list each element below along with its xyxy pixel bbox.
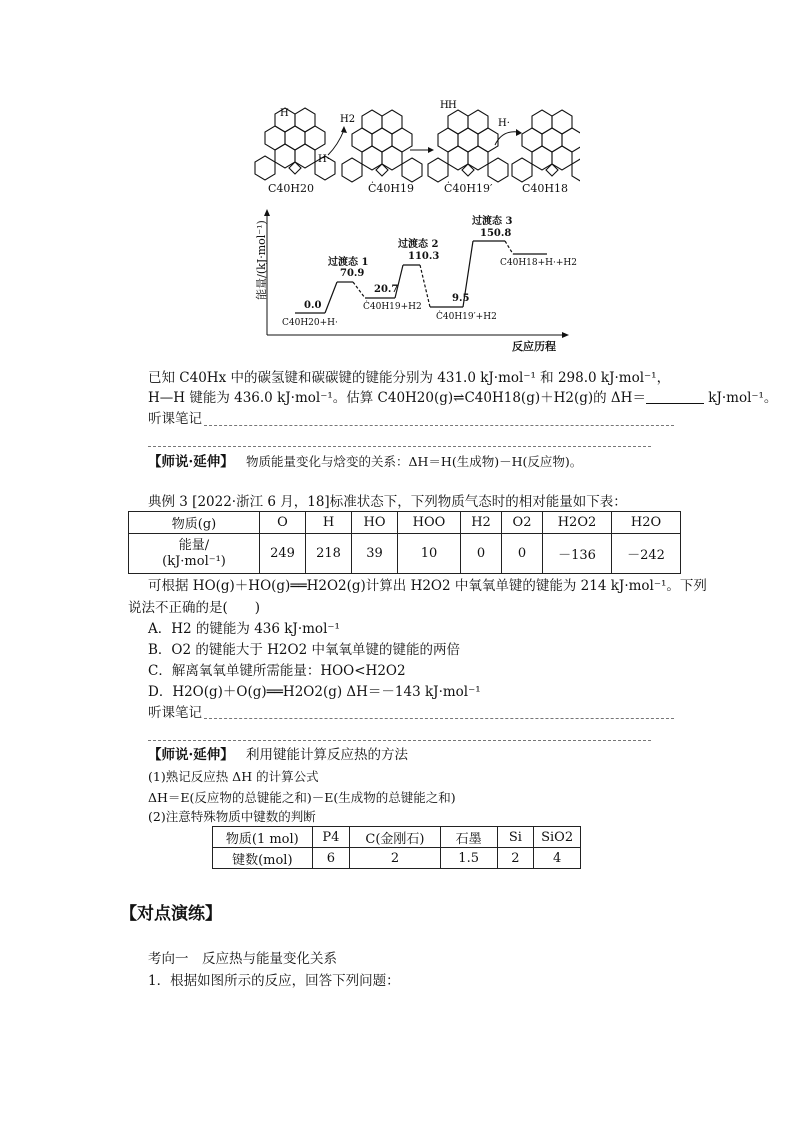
level-label-3: 过渡态 2 [398, 239, 439, 250]
answer-blank[interactable] [646, 391, 704, 404]
notes-line-1a [204, 425, 674, 426]
energy-table-value-3: 10 [398, 534, 461, 574]
example-line-1: 可根据 HO(g)＋HO(g)══H2O2(g)计算出 H2O2 中氧氧单键的键能为 214 kJ·mol⁻¹。下列 [148, 578, 707, 594]
molecule-label-4: C40H18 [522, 182, 569, 195]
tip-1-text: 物质能量变化与焓变的关系：ΔH＝H(生成物)－H(反应物)。 [246, 454, 583, 469]
level-value-2: 20.7 [374, 284, 399, 295]
option-c[interactable]: C．解离氧氧单键所需能量：HOO<H2O2 [148, 663, 406, 679]
level-value-1: 70.9 [340, 268, 365, 279]
energy-table-header-5: H2 [461, 512, 502, 534]
tip-2-item-1: (1)熟记反应热 ΔH 的计算公式 [148, 769, 319, 784]
tip-1-head: 【师说·延伸】 [148, 454, 234, 470]
energy-table-header-3: HO [352, 512, 398, 534]
tip-2-head: 【师说·延伸】 [148, 747, 234, 763]
notes-line-2b [148, 740, 651, 741]
level-value-0: 0.0 [304, 300, 322, 311]
scheme-label-h-2: H [440, 100, 449, 111]
bond-table-cell-1: 6 [312, 848, 350, 869]
energy-diagram [255, 205, 578, 355]
direction-title: 考向一 反应热与能量变化关系 [148, 951, 337, 967]
bond-table [212, 826, 581, 869]
molecule-label-1: C40H20 [268, 182, 315, 195]
level-label-2: Ċ40H19+H2 [363, 302, 422, 312]
tip-2-item-2: ΔH＝E(反应物的总键能之和)－E(生成物的总键能之和) [148, 790, 456, 805]
question-line-1: 已知 C40Hx 中的碳氢键和碳碳键的键能分别为 431.0 kJ·mol⁻¹ 和 298.0 kJ·mol⁻¹， [148, 370, 671, 386]
bond-table-cell-5: 4 [534, 848, 581, 869]
bond-table-cell-3: 1.5 [440, 848, 497, 869]
tip-2 [148, 746, 408, 764]
option-d[interactable]: D．H2O(g)＋O(g)══H2O2(g) ΔH＝－143 kJ·mol⁻¹ [148, 684, 481, 700]
x-axis-arrow [562, 332, 569, 338]
energy-table-row-label [129, 534, 260, 574]
scheme-label-h-1: H [280, 108, 289, 119]
bond-table-cell-2: 2 [350, 848, 440, 869]
molecule-c40h18-structure [512, 110, 580, 182]
option-a[interactable]: A．H2 的键能为 436 kJ·mol⁻¹ [148, 621, 340, 637]
energy-table-header-1: O [260, 512, 306, 534]
arrow-1 [328, 130, 344, 155]
bond-table-header-3: 石墨 [440, 827, 497, 848]
energy-table-value-2: 39 [352, 534, 398, 574]
level-value-3: 110.3 [408, 251, 440, 262]
level-label-0: C40H20+H· [282, 318, 338, 328]
scheme-label-h2: H2 [340, 114, 356, 125]
tip-2-item-3: (2)注意特殊物质中键数的判断 [148, 809, 316, 824]
scheme-label-h-3: H [448, 100, 457, 111]
question-line-2b: kJ·mol⁻¹。 [703, 390, 778, 406]
energy-table-value-6: －136 [543, 534, 612, 574]
energy-table-header-4: HOO [398, 512, 461, 534]
example-title: 典例 3 [2022·浙江 6 月，18]标准状态下，下列物质气态时的相对能量如下表： [148, 494, 627, 510]
arrow-3-head [516, 129, 522, 136]
level-value-5: 150.8 [480, 228, 512, 239]
notes-label-2: 听课笔记 [148, 705, 202, 721]
level-label-5: 过渡态 3 [472, 216, 513, 227]
energy-table-header-8: H2O [612, 512, 681, 534]
energy-table-value-7: －242 [612, 534, 681, 574]
bond-table-header-5: SiO2 [534, 827, 581, 848]
energy-table-value-1: 218 [306, 534, 352, 574]
option-b[interactable]: B．O2 的键能大于 H2O2 中氧氧单键的键能的两倍 [148, 642, 460, 658]
energy-table-value-5: 0 [502, 534, 543, 574]
energy-table-row-label-1: 能量/ [178, 537, 210, 553]
tip-2-title: 利用键能计算反应热的方法 [246, 747, 408, 763]
energy-table-value-4: 0 [461, 534, 502, 574]
energy-table-value-0: 249 [260, 534, 306, 574]
level-value-4: 9.5 [452, 293, 470, 304]
level-label-6: C40H18+H·+H2 [500, 258, 578, 268]
bond-table-header-1: P4 [312, 827, 350, 848]
energy-ylabel: 能量/(kJ·mol⁻¹) [255, 220, 268, 300]
bond-table-header-4: Si [497, 827, 534, 848]
level-label-4: Ċ40H19′+H2 [436, 312, 497, 322]
energy-table-row-label-2: (kJ·mol⁻¹) [162, 553, 226, 569]
example-line-2: 说法不正确的是( ) [128, 600, 261, 616]
level-label-1: 过渡态 1 [328, 257, 369, 268]
bond-table-cell-0: 键数(mol) [213, 848, 313, 869]
notes-label-1: 听课笔记 [148, 411, 202, 427]
energy-xlabel: 反应历程 [512, 340, 556, 353]
question-line-2a: H—H 键能为 436.0 kJ·mol⁻¹。估算 C40H20(g)⇌C40H18(g)＋H2(g)的 ΔH＝ [148, 390, 646, 406]
molecule-label-3: Ċ40H19′ [444, 182, 493, 195]
bond-table-header-2: C(金刚石) [350, 827, 440, 848]
energy-table-header-2: H [306, 512, 352, 534]
scheme-label-h-dot-1: H· [318, 154, 330, 165]
molecule-label-2: Ċ40H19 [368, 182, 415, 195]
arrow-1-head [341, 126, 347, 133]
bond-table-cell-4: 2 [497, 848, 534, 869]
bond-table-header-0: 物质(1 mol) [213, 827, 313, 848]
energy-table-header-0: 物质(g) [129, 512, 260, 534]
question-line-2 [148, 389, 777, 407]
molecule-c40h20-structure [255, 108, 335, 180]
tip-1 [148, 453, 582, 471]
molecule-c40h19-prime-structure [428, 110, 508, 182]
energy-table-header-7: H2O2 [543, 512, 612, 534]
energy-table-header-6: O2 [502, 512, 543, 534]
notes-line-1b [148, 446, 651, 447]
section-heading: 【对点演练】 [120, 904, 222, 924]
notes-line-2a [204, 718, 674, 719]
arrow-2-head [428, 147, 434, 153]
scheme-label-h-dot-2: H· [498, 118, 510, 129]
question-1: 1．根据如图所示的反应，回答下列问题： [148, 973, 400, 989]
energy-table [128, 511, 681, 574]
